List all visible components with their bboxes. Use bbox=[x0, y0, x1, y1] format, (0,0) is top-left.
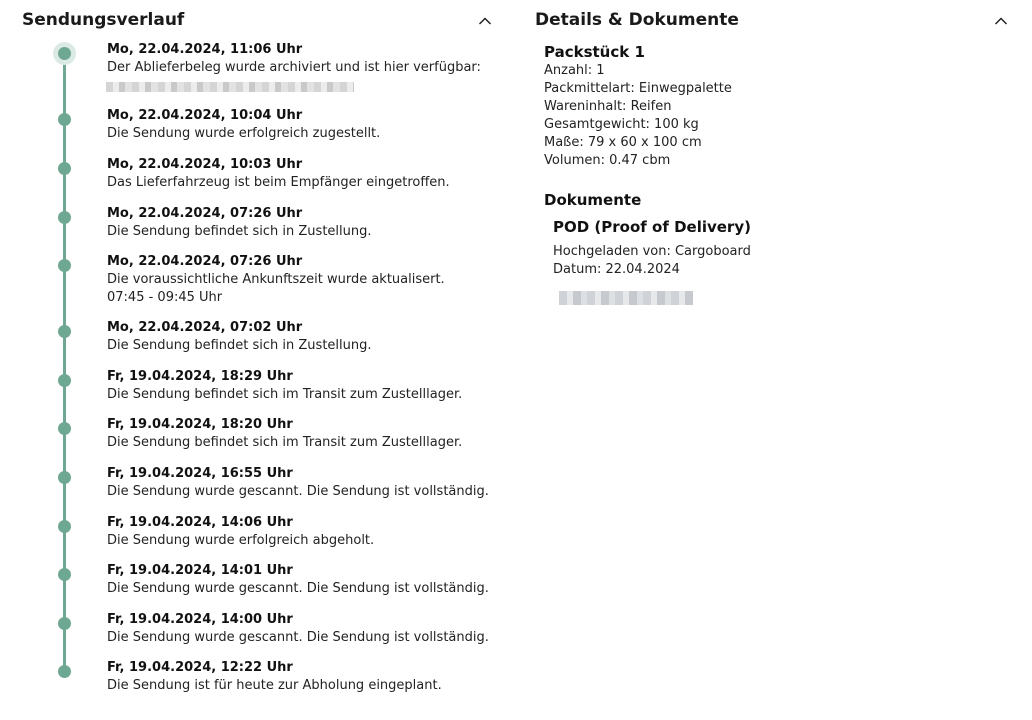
timeline-dot bbox=[58, 211, 71, 224]
event-description: Die Sendung wurde erfolgreich zugestellt. bbox=[107, 126, 381, 141]
pod-uploaded-by: Hochgeladen von: Cargoboard bbox=[553, 244, 751, 259]
event-timestamp: Mo, 22.04.2024, 11:06 Uhr bbox=[107, 42, 303, 57]
pod-download-link[interactable] bbox=[559, 291, 693, 305]
event-description: Der Ablieferbeleg wurde archiviert und ist hier verfügbar: bbox=[107, 60, 481, 75]
package-count: Anzahl: 1 bbox=[544, 63, 605, 78]
documents-title: Dokumente bbox=[544, 191, 642, 209]
package-volume: Volumen: 0.47 cbm bbox=[544, 153, 671, 168]
package-type: Packmittelart: Einwegpalette bbox=[544, 81, 732, 96]
event-description: Die Sendung befindet sich im Transit zum Zustelllager. bbox=[107, 435, 463, 450]
timeline-dot bbox=[58, 568, 71, 581]
delivery-receipt-link[interactable] bbox=[106, 82, 354, 92]
event-description: Die Sendung befindet sich in Zustellung. bbox=[107, 224, 372, 239]
details-title: Details & Dokumente bbox=[535, 10, 739, 30]
package-title: Packstück 1 bbox=[544, 43, 645, 61]
timeline-dot bbox=[58, 47, 71, 60]
history-collapse-chevron-up-icon[interactable] bbox=[478, 14, 492, 28]
timeline-dot bbox=[58, 162, 71, 175]
package-dimensions: Maße: 79 x 60 x 100 cm bbox=[544, 135, 702, 150]
event-timestamp: Fr, 19.04.2024, 14:01 Uhr bbox=[107, 563, 293, 578]
event-timestamp: Mo, 22.04.2024, 07:26 Uhr bbox=[107, 254, 303, 269]
event-description: Die Sendung befindet sich im Transit zum Zustelllager. bbox=[107, 387, 463, 402]
timeline-dot bbox=[58, 325, 71, 338]
event-timestamp: Fr, 19.04.2024, 14:06 Uhr bbox=[107, 515, 293, 530]
timeline-dot bbox=[58, 113, 71, 126]
event-timestamp: Fr, 19.04.2024, 18:20 Uhr bbox=[107, 417, 293, 432]
pod-date: Datum: 22.04.2024 bbox=[553, 262, 680, 277]
package-weight: Gesamtgewicht: 100 kg bbox=[544, 117, 699, 132]
timeline-dot bbox=[58, 665, 71, 678]
shipment-history-panel bbox=[0, 0, 505, 720]
timeline-dot bbox=[58, 259, 71, 272]
event-description: Die Sendung wurde gescannt. Die Sendung ist vollständig. bbox=[107, 630, 489, 645]
event-timestamp: Mo, 22.04.2024, 10:03 Uhr bbox=[107, 157, 303, 172]
timeline-dot bbox=[58, 471, 71, 484]
event-timestamp: Mo, 22.04.2024, 10:04 Uhr bbox=[107, 108, 303, 123]
details-panel bbox=[535, 0, 1015, 720]
event-timestamp: Fr, 19.04.2024, 14:00 Uhr bbox=[107, 612, 293, 627]
event-description: Die voraussichtliche Ankunftszeit wurde aktualisert. bbox=[107, 272, 445, 287]
timeline-dot bbox=[58, 422, 71, 435]
event-timestamp: Fr, 19.04.2024, 18:29 Uhr bbox=[107, 369, 293, 384]
event-description: Die Sendung befindet sich in Zustellung. bbox=[107, 338, 372, 353]
event-timestamp: Mo, 22.04.2024, 07:26 Uhr bbox=[107, 206, 303, 221]
event-timestamp: Mo, 22.04.2024, 07:02 Uhr bbox=[107, 320, 303, 335]
timeline-dot bbox=[58, 520, 71, 533]
event-timestamp: Fr, 19.04.2024, 16:55 Uhr bbox=[107, 466, 293, 481]
timeline-dot bbox=[58, 617, 71, 630]
event-timestamp: Fr, 19.04.2024, 12:22 Uhr bbox=[107, 660, 293, 675]
shipment-history-title: Sendungsverlauf bbox=[22, 10, 185, 30]
event-description: Die Sendung wurde gescannt. Die Sendung ist vollständig. bbox=[107, 484, 489, 499]
details-collapse-chevron-up-icon[interactable] bbox=[994, 14, 1008, 28]
event-description: Die Sendung wurde erfolgreich abgeholt. bbox=[107, 533, 375, 548]
timeline-dot bbox=[58, 374, 71, 387]
package-contents: Wareninhalt: Reifen bbox=[544, 99, 672, 114]
event-description: Das Lieferfahrzeug ist beim Empfänger eingetroffen. bbox=[107, 175, 450, 190]
event-description: Die Sendung wurde gescannt. Die Sendung ist vollständig. bbox=[107, 581, 489, 596]
event-description: Die Sendung ist für heute zur Abholung eingeplant. bbox=[107, 678, 442, 693]
event-eta-window: 07:45 - 09:45 Uhr bbox=[107, 290, 223, 305]
pod-document-title: POD (Proof of Delivery) bbox=[553, 218, 751, 236]
